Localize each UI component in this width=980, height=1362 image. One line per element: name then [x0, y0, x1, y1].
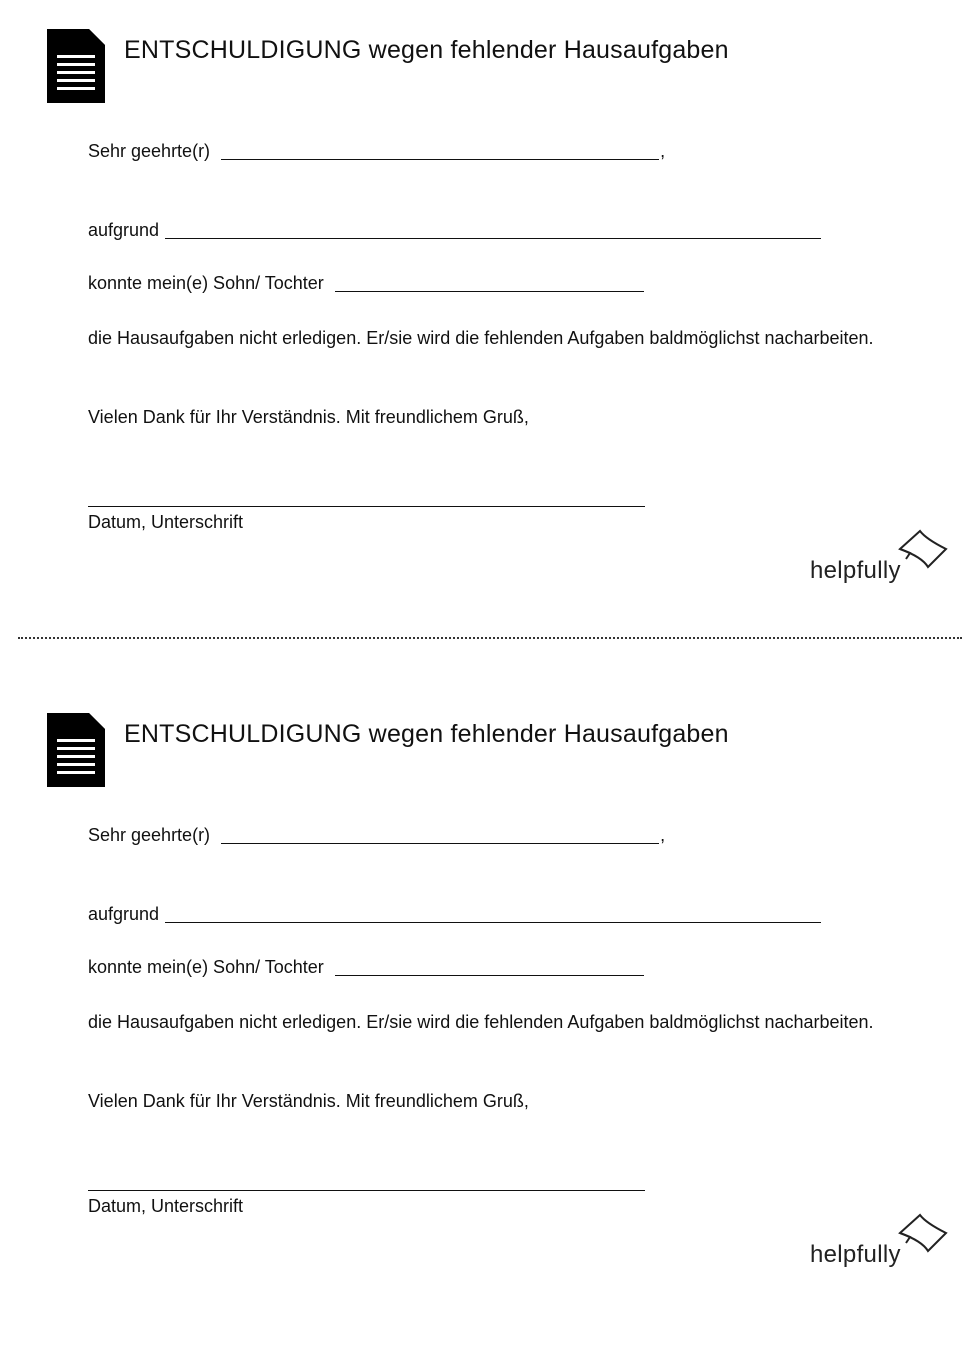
- recipient-blank[interactable]: [221, 141, 659, 160]
- signature-blank[interactable]: [88, 506, 645, 507]
- greeting-label: Sehr geehrte(r): [88, 141, 211, 161]
- document-icon: [47, 713, 105, 787]
- child-name-blank[interactable]: [335, 273, 644, 292]
- signature-blank[interactable]: [88, 1190, 645, 1191]
- helpfully-logo: [810, 527, 950, 589]
- helpfully-logo: [810, 1211, 950, 1273]
- logo-text: helpfully: [810, 557, 901, 584]
- document-icon: [47, 29, 105, 103]
- excuse-form-1: [0, 0, 980, 620]
- child-name-blank[interactable]: [335, 957, 644, 976]
- reason-row: [88, 904, 821, 925]
- form-title: ENTSCHULDIGUNG wegen fehlender Hausaufgaben: [124, 36, 729, 64]
- paper-note-icon: [896, 1211, 950, 1255]
- greeting-label: Sehr geehrte(r): [88, 825, 211, 845]
- greeting-comma: ,: [660, 141, 666, 161]
- excuse-form-2: [0, 684, 980, 1304]
- greeting-row: [88, 141, 665, 162]
- child-label: konnte mein(e) Sohn/ Tochter: [88, 957, 324, 977]
- greeting-row: [88, 825, 665, 846]
- reason-blank[interactable]: [165, 904, 821, 923]
- child-label: konnte mein(e) Sohn/ Tochter: [88, 273, 324, 293]
- child-row: [88, 273, 644, 294]
- body-text: die Hausaufgaben nicht erledigen. Er/sie wird die fehlenden Aufgaben baldmöglichst nacharbeiten.: [88, 1012, 874, 1032]
- reason-label: aufgrund: [88, 904, 160, 924]
- signature-label: Datum, Unterschrift: [88, 512, 244, 532]
- closing-text: Vielen Dank für Ihr Verständnis. Mit freundlichem Gruß,: [88, 1091, 529, 1111]
- paper-note-icon: [896, 527, 950, 571]
- reason-row: [88, 220, 821, 241]
- signature-label: Datum, Unterschrift: [88, 1196, 244, 1216]
- child-row: [88, 957, 644, 978]
- reason-blank[interactable]: [165, 220, 821, 239]
- logo-text: helpfully: [810, 1241, 901, 1268]
- closing-text: Vielen Dank für Ihr Verständnis. Mit freundlichem Gruß,: [88, 407, 529, 427]
- greeting-comma: ,: [660, 825, 666, 845]
- reason-label: aufgrund: [88, 220, 160, 240]
- cut-line: [18, 637, 962, 639]
- recipient-blank[interactable]: [221, 825, 659, 844]
- form-title: ENTSCHULDIGUNG wegen fehlender Hausaufgaben: [124, 720, 729, 748]
- body-text: die Hausaufgaben nicht erledigen. Er/sie wird die fehlenden Aufgaben baldmöglichst nacharbeiten.: [88, 328, 874, 348]
